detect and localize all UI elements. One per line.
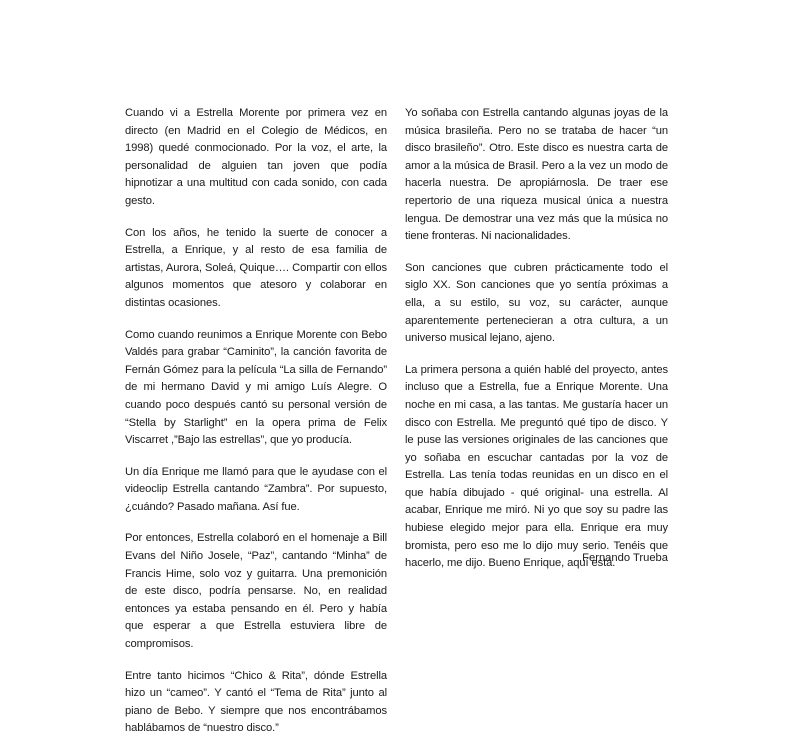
- left-column: [125, 105, 387, 752]
- right-column: [405, 105, 668, 587]
- paragraph: Con los años, he tenido la suerte de conocer a Estrella, a Enrique, y al resto de esa familia de artistas, Aurora, Soleá, Quique…. Compartir con ellos algunos momentos que atesoro y colaborar en distintas ocasiones.: [125, 226, 387, 309]
- paragraph: Como cuando reunimos a Enrique Morente con Bebo Valdés para grabar “Caminito”, la canción favorita de Fernán Gómez para la película “La silla de Fernando” de mi hermano David y mi amigo Luís Alegre. O cuando poco después cantó su personal versión de “Stella by Starlight” en la opera prima de Felix Viscarret ,”Bajo las estrellas”, que yo producía.: [125, 328, 387, 447]
- paragraph: Entre tanto hicimos “Chico & Rita”, dónde Estrella hizo un “cameo”. Y cantó el “Tema de Rita” junto al piano de Bebo. Y siempre que nos encontrábamos hablábamos de “nuestro disco.”: [125, 669, 387, 735]
- paragraph: La primera persona a quién hablé del proyecto, antes incluso que a Estrella, fue a Enrique Morente. Una noche en mi casa, a las tantas. Me gustaría hacer un disco con Estrella. Me preguntó qué tipo de disco. Y le puse las versiones originales de las canciones que yo soñaba en escuchar cantadas por la voz de Estrella. Las tenía todas reunidas en un disco en el que había dibujado - qué original- una estrella. Al acabar, Enrique me miró. Ni yo que soy su padre las hubiese elegido mejor para ella. Enrique era muy bromista, pero eso me lo dijo muy serio. Tenéis que hacerlo, me dijo. Bueno Enrique, aquí está.: [405, 363, 668, 570]
- author-signature: Fernando Trueba: [582, 552, 668, 564]
- paragraph: Yo soñaba con Estrella cantando algunas joyas de la música brasileña. Pero no se trataba de hacer “un disco brasileño”. Otro. Este disco es nuestra carta de amor a la música de Brasil. Pero a la vez un modo de hacerla nuestra. De apropiárnosla. De traer ese repertorio de una riqueza musical única a nuestra lengua. De demostrar una vez más que la música no tiene fronteras. Ni nacionalidades.: [405, 107, 668, 243]
- paragraph: Por entonces, Estrella colaboró en el homenaje a Bill Evans del Niño Josele, “Paz”, cantando “Minha” de Francis Hime, solo voz y guitarra. Una premonición de este disco, podría pensarse. No, en realidad entonces ya estaba pensando en él. Pero y había que esperar a que Estrella estuviera libre de compromisos.: [125, 532, 387, 651]
- paragraph: Cuando vi a Estrella Morente por primera vez en directo (en Madrid en el Colegio de Médicos, en 1998) quedé conmocionado. Por la voz, el arte, la personalidad de alguien tan joven que podía hipnotizar a una multitud con cada sonido, con cada gesto.: [125, 107, 387, 207]
- paragraph: Un día Enrique me llamó para que le ayudase con el videoclip Estrella cantando “Zambra”. Por supuesto, ¿cuándo? Pasado mañana. Así fue.: [125, 465, 387, 513]
- paragraph: Son canciones que cubren prácticamente todo el siglo XX. Son canciones que yo sentía próximas a ella, a su estilo, su voz, su carácter, aunque aparentemente pertenecieran a otra cultura, a un universo musical lejano, ajeno.: [405, 261, 668, 345]
